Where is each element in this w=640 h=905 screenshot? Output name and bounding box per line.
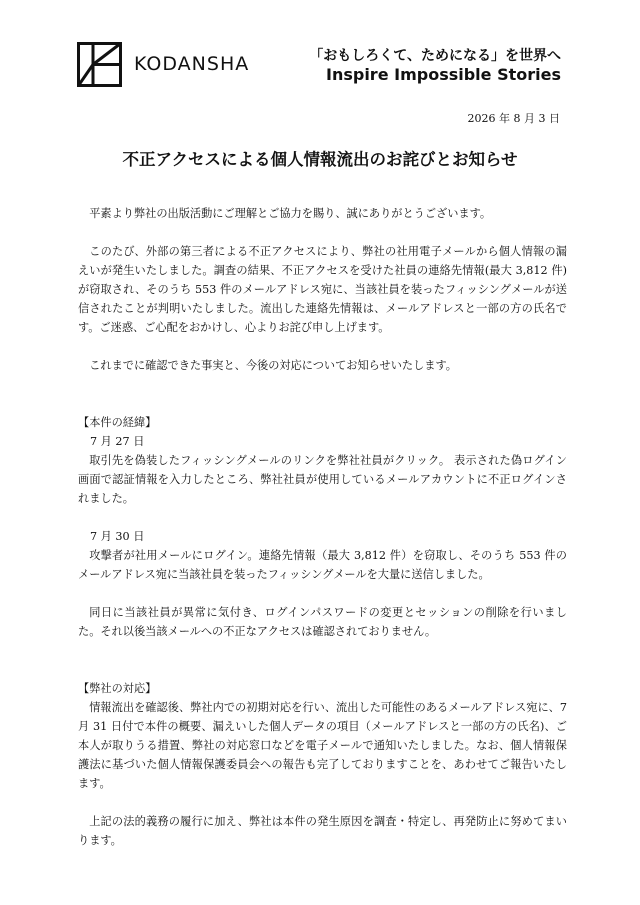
timeline-date-2: 7 月 30 日 <box>90 530 145 543</box>
response-paragraph-1: 情報流出を確認後、弊社内での初期対応を行い、流出した可能性のあるメールアドレス宛に、7 月 31 日付で本件の概要、漏えいした個人データの項目（メールアドレスと一部の方の氏名)、ご本人が取りうる措置、弊社の対応窓口などを電子メールで通知いたしました。なお、個人情報保護法に基づいた個人情報保護委員会への報告も完了しておりますことを、あわせてご報告いたします。 <box>78 701 567 790</box>
document-date: 2026 年 8 月 3 日 <box>467 112 560 125</box>
tagline-japanese: 「おもしろくて、ためになる」を世界へ <box>309 48 561 64</box>
page-header <box>0 0 640 100</box>
timeline-paragraph-1: 取引先を偽装したフィッシングメールのリンクを弊社社員がクリック。 表示された偽ログイン画面で認証情報を入力したところ、弊社社員が使用しているメールアカウントに不正ログインされました。 <box>78 454 567 505</box>
intro-greeting: 平素より弊社の出版活動にご理解とご協力を賜り、誠にありがとうございます。 <box>89 207 492 220</box>
section-heading-background: 【本件の経緯】 <box>78 416 157 429</box>
logo-wordmark: KODANSHA <box>134 53 250 75</box>
response-paragraph-2: 上記の法的義務の履行に加え、弊社は本件の発生原因を調査・特定し、再発防止に努めてまいります。 <box>78 815 567 847</box>
kodansha-logo-icon <box>77 42 122 87</box>
timeline-paragraph-2: 攻撃者が社用メールにログイン。連絡先情報（最大 3,812 件）を窃取し、そのうち 553 件のメールアドレス宛に当該社員を装ったフィッシングメールを大量に送信しました。 <box>78 549 567 581</box>
tagline-english: Inspire Impossible Stories <box>326 65 561 84</box>
intro-incident-summary: このたび、外部の第三者による不正アクセスにより、弊社の社用電子メールから個人情報の漏えいが発生いたしました。調査の結果、不正アクセスを受けた社員の連絡先情報(最大 3,812 件)が窃取され、そのうち 553 件のメールアドレス宛に、当該社員を装ったフィッシングメールが送信されたことが判明いたしました。流出した連絡先情報は、メールアドレスと一部の方の氏名です。ご迷惑、ご心配をおかけし、心よりお詫び申し上げます。 <box>78 245 567 334</box>
timeline-date-1: 7 月 27 日 <box>90 435 145 448</box>
page-title: 不正アクセスによる個人情報流出のお詫びとお知らせ <box>122 150 518 169</box>
timeline-paragraph-3: 同日に当該社員が異常に気付き、ログインパスワードの変更とセッションの削除を行いました。それ以後当該メールへの不正なアクセスは確認されておりません。 <box>78 606 567 638</box>
intro-notice: これまでに確認できた事実と、今後の対応についてお知らせいたします。 <box>89 359 457 372</box>
document-body <box>78 204 567 850</box>
section-heading-response: 【弊社の対応】 <box>78 682 157 695</box>
